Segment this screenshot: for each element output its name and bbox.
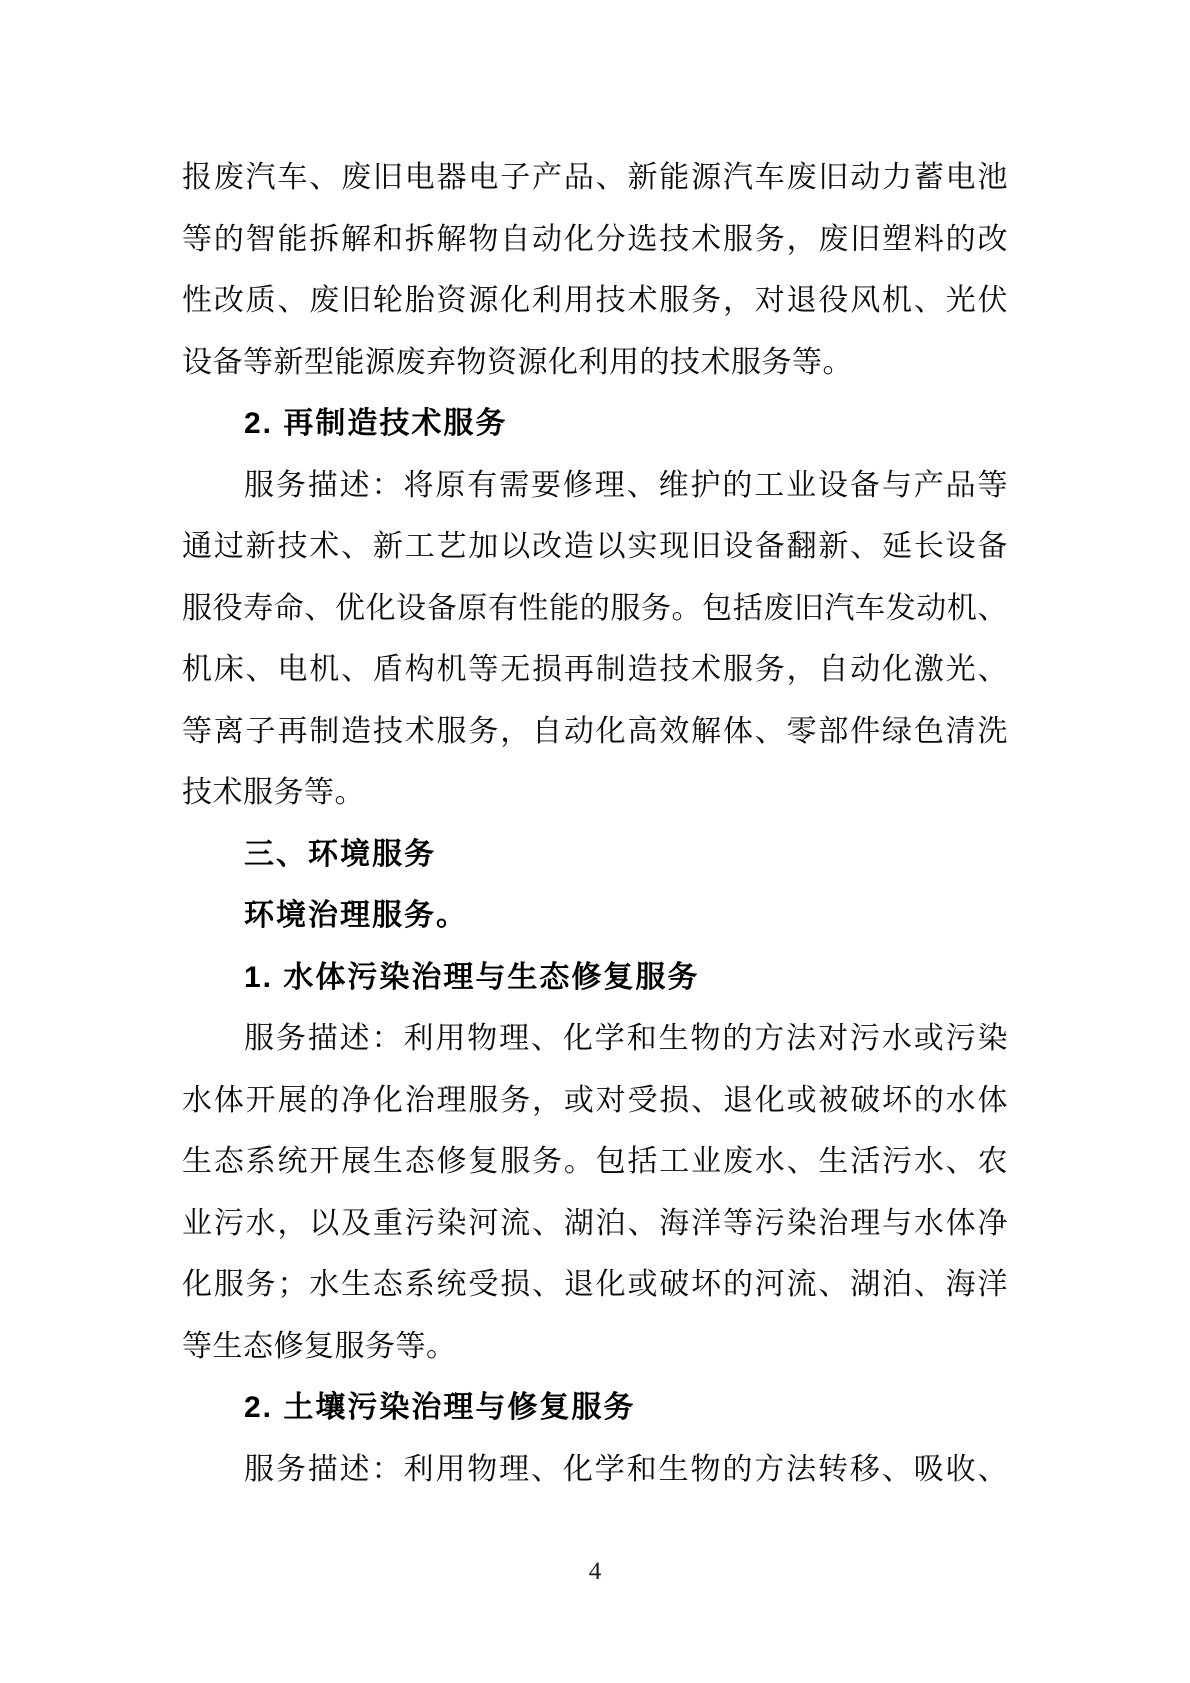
text-line: 业污水，以及重污染河流、湖泊、海洋等污染治理与水体净 — [182, 1206, 1008, 1240]
text-line: 服役寿命、优化设备原有性能的服务。包括废旧汽车发动机、 — [182, 591, 1008, 625]
text-line: 化服务；水生态系统受损、退化或破坏的河流、湖泊、海洋 — [182, 1268, 1008, 1301]
text-line: 等生态修复服务等。 — [182, 1329, 457, 1363]
section-heading: 环境治理服务。 — [244, 899, 468, 932]
text-line: 技术服务等。 — [182, 776, 365, 809]
section-heading: 三、环境服务 — [244, 837, 436, 871]
section-heading: 2. 土壤污染治理与修复服务 — [244, 1391, 636, 1424]
text-line: 报废汽车、废旧电器电子产品、新能源汽车废旧动力蓄电池 — [182, 161, 1008, 194]
text-line: 性改质、废旧轮胎资源化利用技术服务，对退役风机、光伏 — [182, 284, 1008, 317]
text-line: 通过新技术、新工艺加以改造以实现旧设备翻新、延长设备 — [182, 530, 1008, 563]
section-heading: 1. 水体污染治理与生态修复服务 — [244, 960, 700, 994]
text-line: 机床、电机、盾构机等无损再制造技术服务，自动化激光、 — [182, 653, 1008, 686]
text-line: 等的智能拆解和拆解物自动化分选技术服务，废旧塑料的改 — [182, 222, 1008, 256]
text-line: 生态系统开展生态修复服务。包括工业废水、生活污水、农 — [182, 1145, 1008, 1178]
text-line: 服务描述：利用物理、化学和生物的方法对污水或污染 — [244, 1022, 1008, 1055]
document-body — [182, 147, 1008, 1500]
page-number: 4 — [588, 1558, 602, 1585]
section-heading: 2. 再制造技术服务 — [244, 407, 508, 440]
text-line: 水体开展的净化治理服务，或对受损、退化或被破坏的水体 — [182, 1083, 1008, 1117]
text-line: 等离子再制造技术服务，自动化高效解体、零部件绿色清洗 — [182, 714, 1008, 748]
text-line: 服务描述：将原有需要修理、维护的工业设备与产品等 — [244, 468, 1008, 502]
text-line: 服务描述：利用物理、化学和生物的方法转移、吸收、 — [244, 1452, 1008, 1486]
text-line: 设备等新型能源废弃物资源化利用的技术服务等。 — [182, 345, 853, 379]
